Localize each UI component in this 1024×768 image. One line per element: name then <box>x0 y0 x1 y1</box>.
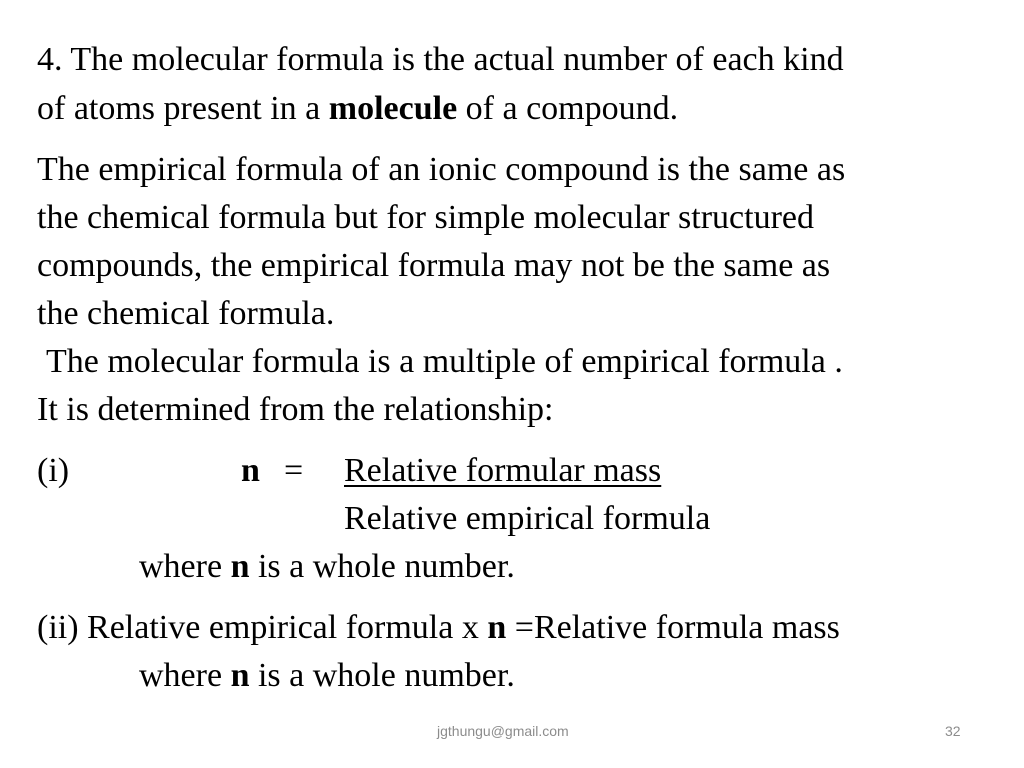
eq2-var: n <box>487 609 507 646</box>
para2-line2: the chemical formula but for simple molecular structured <box>37 199 815 236</box>
eq2-equals: = <box>514 609 534 646</box>
eq2-line <box>37 608 840 648</box>
para1-line2 <box>37 89 678 129</box>
para1-line1: 4. The molecular formula is the actual number of each kind <box>37 41 844 78</box>
para2-line4: the chemical formula. <box>37 295 335 332</box>
eq2-where-pre: where <box>139 657 231 694</box>
eq1-where-pre: where <box>139 548 231 585</box>
eq1-numerator: Relative formular mass <box>344 452 662 489</box>
eq1-where <box>139 547 515 587</box>
eq1-denominator: Relative empirical formula <box>344 500 711 537</box>
eq1-var: n <box>241 452 260 489</box>
page-number: 32 <box>945 723 961 739</box>
eq2-where-var: n <box>230 657 250 694</box>
para1-line2-pre: of atoms present in a <box>37 90 329 127</box>
para2-line1: The empirical formula of an ionic compound is the same as <box>37 151 846 188</box>
eq1-label: (i) <box>37 452 70 489</box>
eq2-where-post: is a whole number. <box>249 657 515 694</box>
eq1-where-post: is a whole number. <box>257 548 515 585</box>
eq2-post: Relative formula mass <box>533 609 840 646</box>
para2-line6: It is determined from the relationship: <box>37 391 554 428</box>
para1-line2-post: of a compound. <box>457 90 679 127</box>
eq2-where <box>139 656 515 696</box>
para2-line3: compounds, the empirical formula may not be the same as <box>37 247 831 284</box>
eq2-pre: (ii) Relative empirical formula x <box>37 609 488 646</box>
molecule-bold: molecule <box>328 90 458 127</box>
footer-email: jgthungu@gmail.com <box>437 723 569 739</box>
eq1-equals: = <box>284 452 304 489</box>
para2-line5: The molecular formula is a multiple of empirical formula . <box>46 343 843 380</box>
eq1-where-var: n <box>230 548 250 585</box>
